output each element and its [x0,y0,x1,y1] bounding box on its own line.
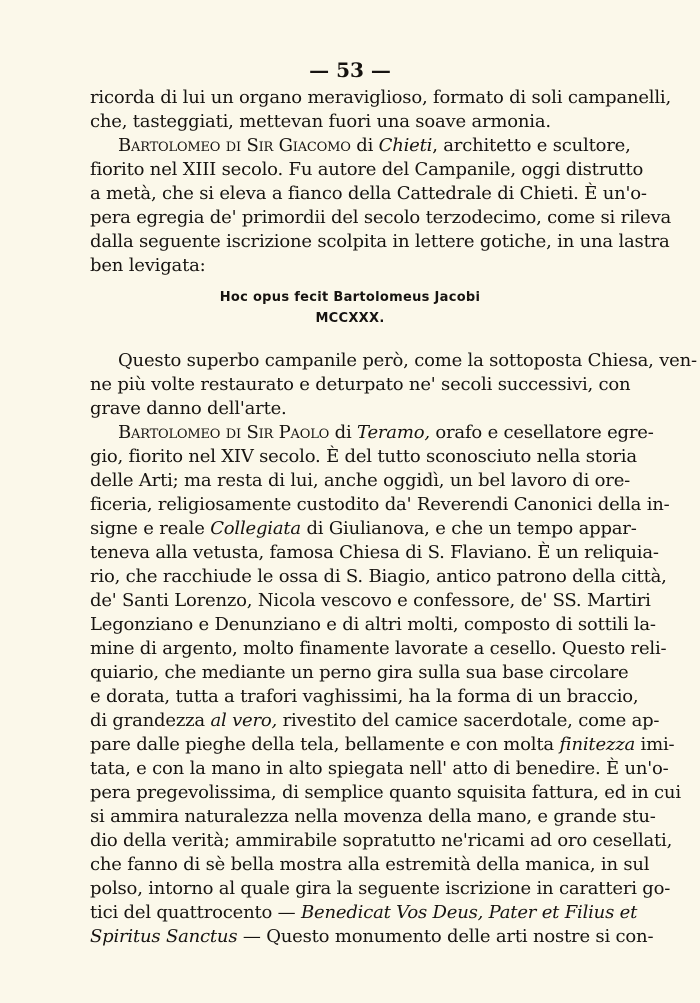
text-run: che, tasteggiati, mettevan fuori una soave armonia. [90,111,551,132]
text-run: quiario, che mediante un perno gira sulla sua base circolare [90,662,629,683]
text-run: delle Arti; ma resta di lui, anche oggidì, un bel lavoro di ore- [90,470,631,491]
text-run: mine di argento, molto finamente lavorate a cesello. Questo reli- [90,638,667,659]
text-line [90,349,697,373]
text-run: dio della verità; ammirabile sopratutto ne'ricami ad oro cesellati, [90,830,673,851]
text-line [90,541,659,565]
text-run: tata, e con la mano in alto spiegata nell' atto di benedire. È un'o- [90,758,669,779]
text-line [90,637,667,661]
text-run: che fanno di sè bella mostra alla estremità della manica, in sul [90,854,650,875]
text-run: Questo superbo campanile però, come la sottoposta Chiesa, ven- [118,350,697,371]
text-line [90,661,629,685]
text-run: rivestito del camice sacerdotale, come ap- [277,710,660,731]
text-run: rio, che racchiude le ossa di S. Biagio, antico patrono della città, [90,566,667,587]
text-run: grave danno dell'arte. [90,398,287,419]
page-number: — 53 — [309,58,391,82]
text-line [90,469,631,493]
text-line [90,421,654,445]
text-run: Legonziano e Denunziano e di altri molti, composto di sottili la- [90,614,656,635]
text-line [90,613,656,637]
text-line [90,517,637,541]
text-line [90,829,673,853]
text-run: a metà, che si eleva a fianco della Cattedrale di Chieti. È un'o- [90,183,647,204]
text-line [90,182,647,206]
text-line [90,805,656,829]
italic-text: Collegiata [210,518,301,539]
text-run: pare dalle pieghe della tela, bellamente e con molta [90,734,560,755]
italic-text: Teramo, [357,422,430,443]
text-run: de' Santi Lorenzo, Nicola vescovo e confessore, de' SS. Martiri [90,590,651,611]
text-line [90,230,670,254]
text-line [90,254,206,278]
text-run: — Questo monumento delle arti nostre si con- [237,926,654,947]
text-run: pera pregevolissima, di semplice quanto squisita fattura, ed in cui [90,782,681,803]
text-line [90,373,631,397]
inscription-line-2: MCCXXX. [315,311,385,326]
text-run: dalla seguente iscrizione scolpita in lettere gotiche, in una lastra [90,231,670,252]
text-line [90,685,639,709]
text-line [90,110,551,134]
text-line [90,134,631,158]
italic-text: Chieti [378,135,433,156]
text-line [90,853,650,877]
text-line [90,589,651,613]
text-run: ne più volte restaurato e deturpato ne' secoli successivi, con [90,374,631,395]
text-run: tici del quattrocento — [90,902,301,923]
text-run: e dorata, tutta a trafori vaghissimi, ha la forma di un braccio, [90,686,639,707]
text-line [90,901,638,925]
text-run: ricorda di lui un organo meraviglioso, formato di soli campanelli, [90,87,671,108]
text-run: di [350,135,379,156]
text-run: orafo e cesellatore egre- [429,422,654,443]
italic-text: Benedicat Vos Deus, Pater et Filius et [301,902,638,923]
text-run: teneva alla vetusta, famosa Chiesa di S. Flaviano. È un reliquia- [90,542,659,563]
text-run: di [329,422,358,443]
text-run: , architetto e scultore, [432,135,631,156]
text-line [90,397,287,421]
inscription-line-1: Hoc opus fecit Bartolomeus Jacobi [219,290,481,305]
italic-text: al vero, [210,710,278,731]
text-run: gio, fiorito nel XIV secolo. È del tutto sconosciuto nella storia [90,446,637,467]
text-line [90,86,671,110]
text-run: imi- [635,734,675,755]
text-run: fiorito nel XIII secolo. Fu autore del Campanile, oggi distrutto [90,159,644,180]
text-line [90,158,644,182]
text-run: di grandezza [90,710,211,731]
text-run: pera egregia de' primordii del secolo terzodecimo, come si rileva [90,207,672,228]
text-run: ben levigata: [90,255,206,276]
text-line [90,709,660,733]
text-line [90,565,667,589]
text-run: si ammira naturalezza nella movenza della mano, e grande stu- [90,806,656,827]
text-run: polso, intorno al quale gira la seguente iscrizione in caratteri go- [90,878,671,899]
text-run: di Giulianova, e che un tempo appar- [300,518,637,539]
text-line [90,493,670,517]
small-caps-name: Bartolomeo di Sir Paolo [118,422,330,443]
text-line [90,445,637,469]
text-line [90,733,675,757]
text-line [90,781,681,805]
text-line [90,757,669,781]
small-caps-name: Bartolomeo di Sir Giacomo [118,135,351,156]
text-run: ficeria, religiosamente custodito da' Reverendi Canonici della in- [90,494,670,515]
text-line [90,206,672,230]
text-line [90,925,654,949]
text-run: signe e reale [90,518,211,539]
italic-text: Spiritus Sanctus [90,926,238,947]
italic-text: finitezza [559,734,636,755]
text-line [90,877,671,901]
